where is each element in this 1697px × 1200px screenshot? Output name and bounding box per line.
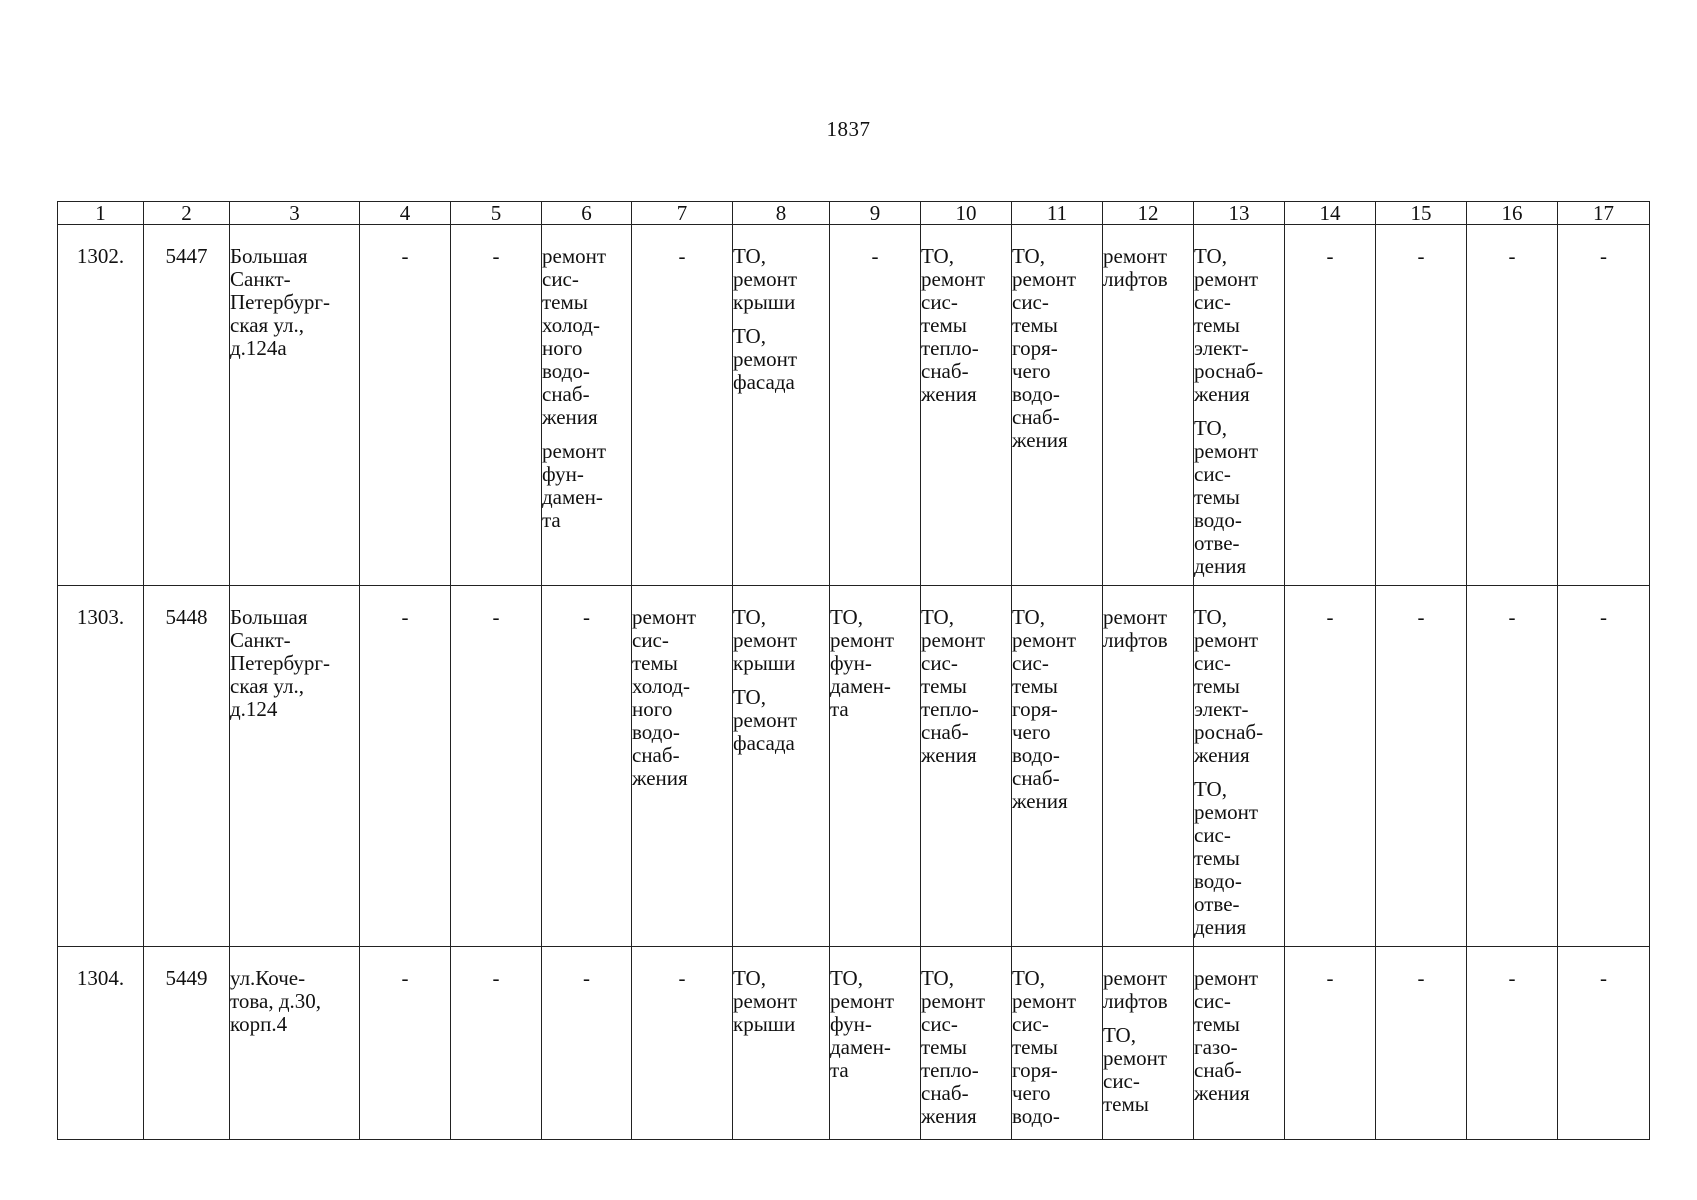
row-number: 1304.	[58, 947, 144, 1140]
table-cell	[1194, 225, 1285, 586]
work-item: ТО, ремонт фун- дамен- та	[830, 966, 895, 1082]
column-header: 12	[1103, 202, 1194, 225]
column-header: 4	[360, 202, 451, 225]
table-cell	[1103, 225, 1194, 586]
work-item: ТО, ремонт сис- темы горя- чего водо- снаб- жения	[1012, 605, 1077, 813]
address: Большая Санкт- Петербург- ская ул., д.124а	[230, 244, 330, 360]
table-cell: -	[1467, 947, 1558, 1140]
work-item: ремонт сис- темы холод- ного водо- снаб- жения	[632, 605, 697, 790]
page-number: 1837	[826, 117, 871, 141]
table-row	[58, 225, 1650, 586]
table-cell: -	[542, 586, 632, 947]
work-item: ремонт сис- темы газо- снаб- жения	[1194, 966, 1259, 1105]
table-cell	[921, 586, 1012, 947]
column-header: 5	[451, 202, 542, 225]
row-number: 1303.	[58, 586, 144, 947]
column-header: 3	[230, 202, 360, 225]
table-cell	[921, 225, 1012, 586]
work-item: ТО, ремонт сис- темы элект- роснаб- жения	[1194, 244, 1264, 406]
column-header: 13	[1194, 202, 1285, 225]
work-item: ТО, ремонт фасада	[733, 324, 798, 394]
object-code: 5447	[144, 225, 230, 586]
work-item: ТО, ремонт сис- темы тепло- снаб- жения	[921, 605, 986, 767]
column-header: 15	[1376, 202, 1467, 225]
work-item: ТО, ремонт сис- темы	[1103, 1023, 1168, 1116]
table-cell	[1012, 947, 1103, 1140]
work-item: ремонт сис- темы холод- ного водо- снаб- жения	[542, 244, 607, 429]
work-item: ТО, ремонт сис- темы тепло- снаб- жения	[921, 966, 986, 1128]
column-header: 10	[921, 202, 1012, 225]
work-item: ТО, ремонт сис- темы горя- чего водо- снаб- жения	[1012, 244, 1077, 452]
column-header: 8	[733, 202, 830, 225]
work-item: ТО, ремонт сис- темы горя- чего водо-	[1012, 966, 1077, 1128]
table-cell: -	[1467, 586, 1558, 947]
work-item: ТО, ремонт сис- темы водо- отве- дения	[1194, 777, 1259, 939]
table-cell: -	[1558, 947, 1650, 1140]
address-cell	[230, 586, 360, 947]
table-cell: -	[830, 225, 921, 586]
column-header: 2	[144, 202, 230, 225]
table-cell	[733, 947, 830, 1140]
table-cell	[1012, 225, 1103, 586]
object-code: 5449	[144, 947, 230, 1140]
table-cell	[1103, 586, 1194, 947]
table-cell	[1103, 947, 1194, 1140]
table-cell: -	[360, 947, 451, 1140]
table-cell: -	[1558, 586, 1650, 947]
row-number: 1302.	[58, 225, 144, 586]
table-cell	[921, 947, 1012, 1140]
object-code: 5448	[144, 586, 230, 947]
table-cell	[1194, 586, 1285, 947]
table-cell: -	[1285, 947, 1376, 1140]
column-header: 9	[830, 202, 921, 225]
work-item: ТО, ремонт крыши	[733, 966, 798, 1036]
address: Большая Санкт- Петербург- ская ул., д.124	[230, 605, 330, 721]
table-header-row	[58, 202, 1650, 225]
table-cell: -	[632, 947, 733, 1140]
work-item: ТО, ремонт сис- темы элект- роснаб- жения	[1194, 605, 1264, 767]
table-cell: -	[360, 586, 451, 947]
table-cell: -	[1285, 225, 1376, 586]
address-cell	[230, 225, 360, 586]
column-header: 11	[1012, 202, 1103, 225]
table-cell: -	[542, 947, 632, 1140]
table-row	[58, 586, 1650, 947]
table-cell	[1012, 586, 1103, 947]
table-cell	[733, 586, 830, 947]
table-cell	[1194, 947, 1285, 1140]
table-cell: -	[451, 586, 542, 947]
work-item: ТО, ремонт сис- темы водо- отве- дения	[1194, 416, 1259, 578]
table-cell: -	[451, 225, 542, 586]
column-header: 17	[1558, 202, 1650, 225]
table-cell	[542, 225, 632, 586]
column-header: 7	[632, 202, 733, 225]
work-item: ремонт лифтов	[1103, 966, 1168, 1013]
table-cell	[733, 225, 830, 586]
work-item: ремонт лифтов	[1103, 605, 1168, 652]
address-cell	[230, 947, 360, 1140]
table-cell	[830, 947, 921, 1140]
work-item: ТО, ремонт крыши	[733, 605, 798, 675]
column-header: 16	[1467, 202, 1558, 225]
work-item: ТО, ремонт фасада	[733, 685, 798, 755]
table-cell: -	[1376, 225, 1467, 586]
work-item: ремонт фун- дамен- та	[542, 439, 607, 532]
table-cell	[830, 586, 921, 947]
work-item: ТО, ремонт фун- дамен- та	[830, 605, 895, 721]
repair-schedule-table	[57, 201, 1650, 1140]
work-item: ТО, ремонт сис- темы тепло- снаб- жения	[921, 244, 986, 406]
column-header: 1	[58, 202, 144, 225]
table-row	[58, 947, 1650, 1140]
table-cell: -	[1285, 586, 1376, 947]
column-header: 6	[542, 202, 632, 225]
table-cell: -	[632, 225, 733, 586]
table-cell	[632, 586, 733, 947]
table-cell: -	[1376, 947, 1467, 1140]
column-header: 14	[1285, 202, 1376, 225]
work-item: ремонт лифтов	[1103, 244, 1168, 291]
table-cell: -	[360, 225, 451, 586]
work-item: ТО, ремонт крыши	[733, 244, 798, 314]
table-cell: -	[1558, 225, 1650, 586]
table-cell: -	[1467, 225, 1558, 586]
address: ул.Коче- това, д.30, корп.4	[230, 966, 322, 1036]
table-cell: -	[451, 947, 542, 1140]
table-cell: -	[1376, 586, 1467, 947]
